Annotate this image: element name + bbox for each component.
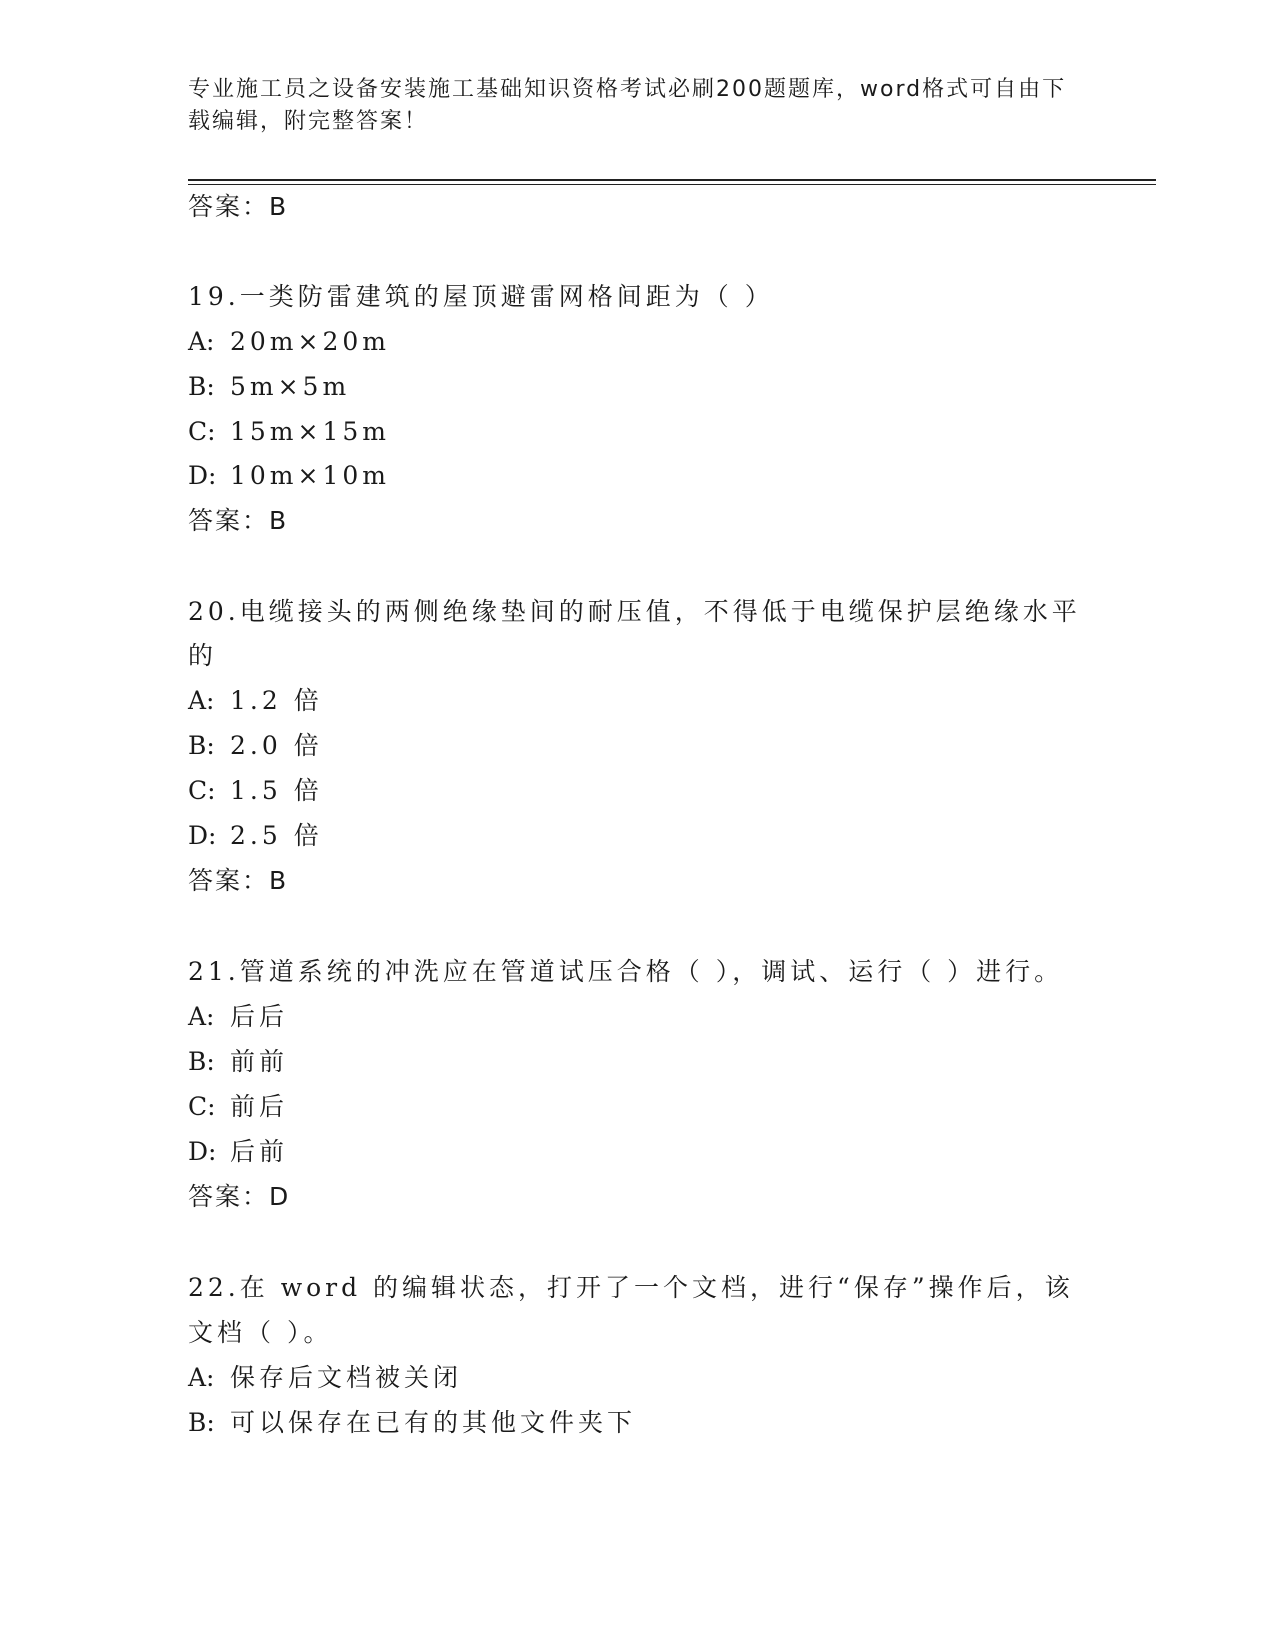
option-key: D: bbox=[188, 821, 217, 850]
header-divider bbox=[188, 179, 1156, 181]
option-key: C: bbox=[188, 417, 216, 446]
option-key: C: bbox=[188, 776, 216, 805]
answer-line: 答案：B bbox=[188, 192, 289, 221]
option-b bbox=[188, 729, 323, 763]
answer-line: 答案：D bbox=[188, 1182, 291, 1211]
option-text: 2.5 倍 bbox=[230, 821, 323, 850]
option-text: 保存后文档被关闭 bbox=[230, 1363, 463, 1392]
option-text: 5m×5m bbox=[230, 372, 351, 401]
option-a bbox=[188, 684, 323, 718]
option-c bbox=[188, 415, 390, 449]
option-b bbox=[188, 1406, 636, 1440]
option-key: D: bbox=[188, 1137, 217, 1166]
option-key: A: bbox=[188, 686, 215, 715]
document-header: 专业施工员之设备安装施工基础知识资格考试必刷200题题库，word格式可自由下载编辑，附完整答案！ bbox=[188, 77, 1067, 134]
question-stem-continued: 的 bbox=[188, 641, 218, 670]
option-d bbox=[188, 459, 390, 493]
option-text: 前前 bbox=[230, 1047, 289, 1076]
question-stem: 19.一类防雷建筑的屋顶避雷网格间距为（ ） bbox=[188, 282, 774, 311]
header-divider-thin bbox=[188, 184, 1156, 185]
option-text: 1.5 倍 bbox=[230, 776, 323, 805]
option-text: 20m×20m bbox=[230, 327, 390, 356]
answer-line: 答案：B bbox=[188, 866, 289, 895]
option-key: B: bbox=[188, 372, 215, 401]
question-stem: 20.电缆接头的两侧绝缘垫间的耐压值，不得低于电缆保护层绝缘水平 bbox=[188, 597, 1081, 626]
option-key: A: bbox=[188, 1002, 215, 1031]
option-a bbox=[188, 1361, 462, 1395]
option-text: 10m×10m bbox=[230, 461, 390, 490]
answer-line: 答案：B bbox=[188, 506, 289, 535]
option-key: D: bbox=[188, 461, 217, 490]
option-text: 2.0 倍 bbox=[230, 731, 323, 760]
option-text: 前后 bbox=[230, 1092, 289, 1121]
option-text: 15m×15m bbox=[230, 417, 390, 446]
option-key: B: bbox=[188, 731, 215, 760]
option-c bbox=[188, 1090, 288, 1124]
option-d bbox=[188, 819, 323, 853]
option-a bbox=[188, 1000, 288, 1034]
option-key: B: bbox=[188, 1408, 215, 1437]
option-c bbox=[188, 774, 323, 808]
option-key: B: bbox=[188, 1047, 215, 1076]
option-key: C: bbox=[188, 1092, 216, 1121]
option-key: A: bbox=[188, 1363, 215, 1392]
question-stem-continued: 文档（ ）。 bbox=[188, 1318, 333, 1347]
option-text: 可以保存在已有的其他文件夹下 bbox=[230, 1408, 637, 1437]
question-stem: 22.在 word 的编辑状态，打开了一个文档，进行“保存”操作后，该 bbox=[188, 1273, 1074, 1302]
option-b bbox=[188, 1045, 288, 1079]
option-b bbox=[188, 370, 350, 404]
option-key: A: bbox=[188, 327, 215, 356]
option-text: 后前 bbox=[230, 1137, 289, 1166]
option-text: 1.2 倍 bbox=[230, 686, 323, 715]
question-stem: 21.管道系统的冲洗应在管道试压合格（ ），调试、运行（ ）进行。 bbox=[188, 957, 1064, 986]
option-d bbox=[188, 1135, 288, 1169]
option-a bbox=[188, 325, 390, 359]
option-text: 后后 bbox=[230, 1002, 289, 1031]
